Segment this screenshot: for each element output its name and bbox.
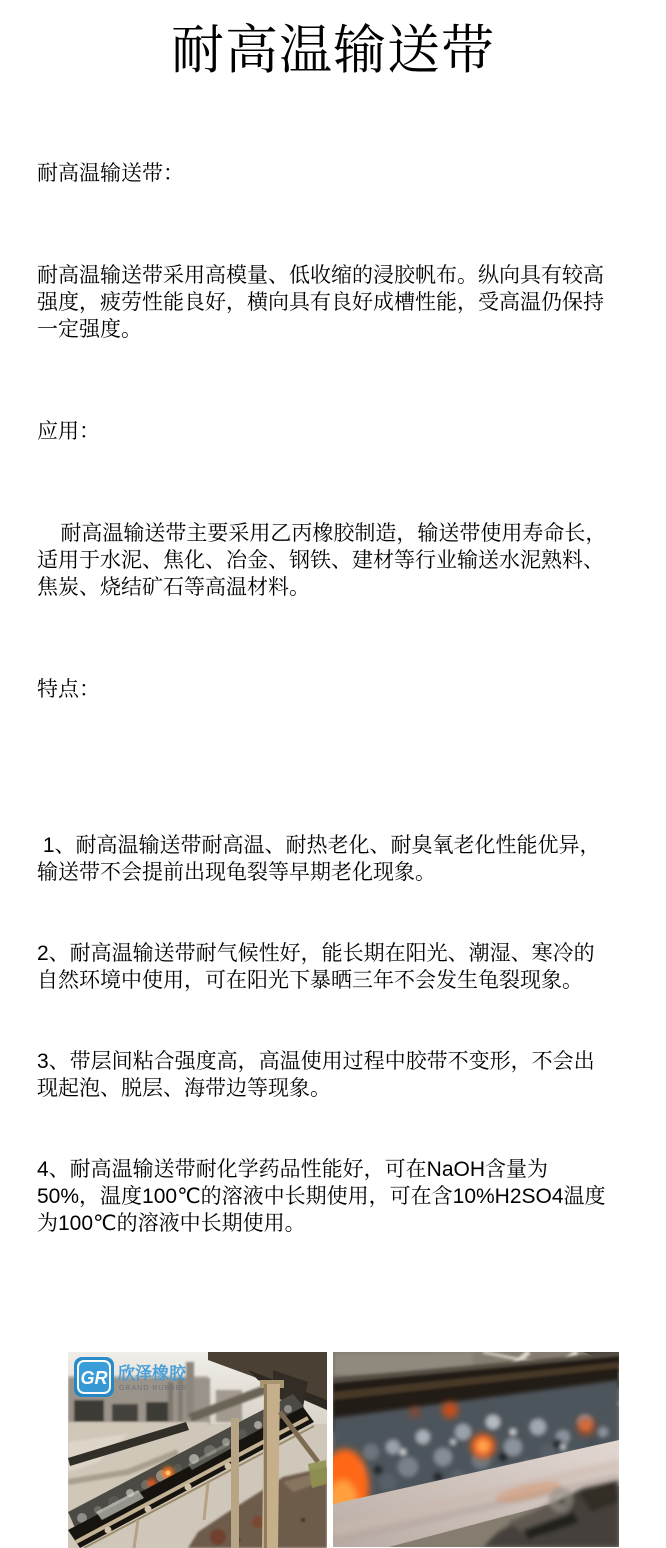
article-body <box>37 106 611 1345</box>
feature-item: 3、带层间粘合强度高，高温使用过程中胶带不变形，不会出现起泡、脱层、海带边等现象。 <box>37 1050 595 1100</box>
feature-item: 4、耐高温输送带耐化学药品性能好，可在NaOH含量为50%，温度100℃的溶液中长期使用，可在含10%H2SO4温度为100℃的溶液中长期使用。 <box>37 1158 606 1235</box>
photo-hot-material-closeup <box>333 1352 619 1547</box>
logo-name-cn: 欣泽橡胶 <box>118 1364 186 1383</box>
intro-label: 耐高温输送带： <box>37 162 184 185</box>
logo-monogram: GR <box>80 1368 108 1388</box>
glow-core <box>166 1471 171 1476</box>
feature-item: 2、耐高温输送带耐气候性好，能长期在阳光、潮湿、寒冷的自然环境中使用，可在阳光下暴晒三年不会发生龟裂现象。 <box>37 942 595 992</box>
feature-list <box>37 778 611 1291</box>
applications-paragraph: 耐高温输送带主要采用乙丙橡胶制造，输送带使用寿命长，适用于水泥、焦化、冶金、钢铁、建材等行业输送水泥熟料、焦炭、烧结矿石等高温材料。 <box>37 522 607 599</box>
page-title: 耐高温输送带 <box>171 21 495 80</box>
product-page <box>0 20 666 1392</box>
applications-heading: 应用： <box>37 420 100 443</box>
logo-name-en: GRAND RUBBER <box>119 1385 188 1392</box>
feature-item: 1、耐高温输送带耐高温、耐热老化、耐臭氧老化性能优异，输送带不会提前出现龟裂等早期老化现象。 <box>37 834 601 884</box>
features-heading: 特点： <box>37 678 100 701</box>
intro-paragraph: 耐高温输送带采用高模量、低收缩的浸胶帆布。纵向具有较高强度，疲劳性能良好，横向具有良好成槽性能，受高温仍保持一定强度。 <box>37 264 604 341</box>
photo-row <box>68 1352 666 1548</box>
photo-conveyor-site <box>68 1352 327 1548</box>
